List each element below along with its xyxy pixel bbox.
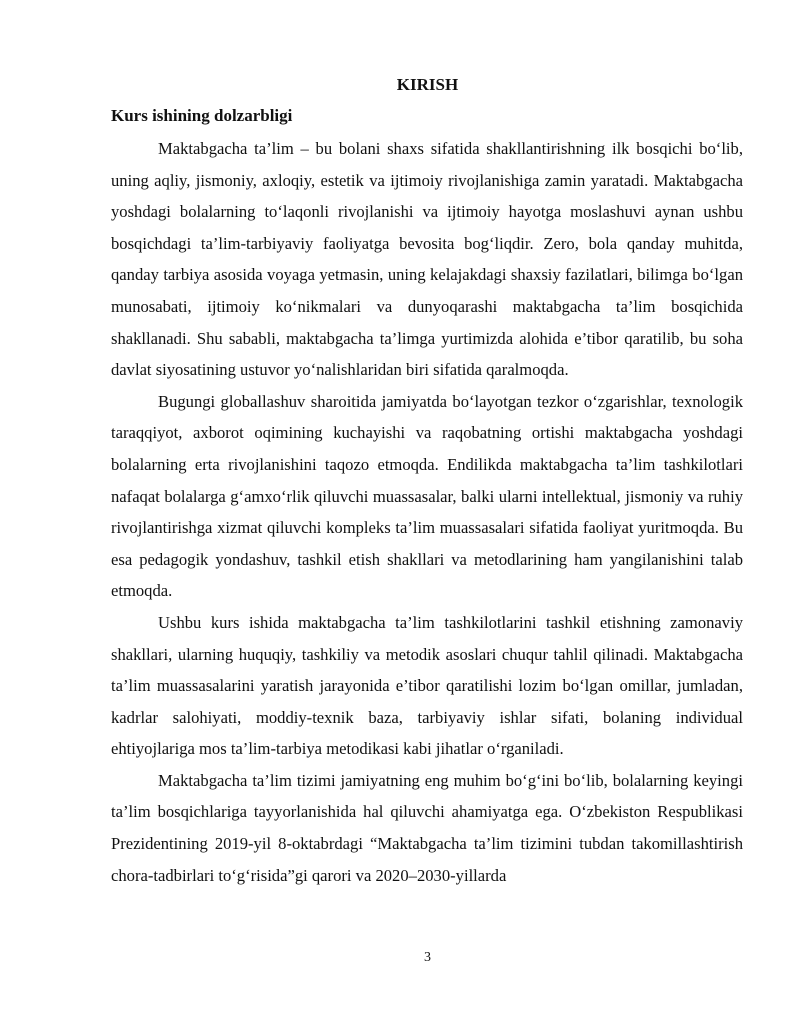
body-text	[111, 133, 743, 891]
paragraph: Maktabgacha ta’lim tizimi jamiyatning eng muhim bo‘g‘ini bo‘lib, bolalarning keyingi ta’lim bosqichlariga tayyorlanishida hal qiluvchi ahamiyatga ega. O‘zbekiston Respublikasi Prezidentining 2019-yil 8-oktabrdagi “Maktabgacha ta’lim tizimini tubdan takomillashtirish chora-tadbirlari to‘g‘risida”gi qarori va 2020–2030-yillarda	[111, 770, 743, 885]
paragraph: Maktabgacha ta’lim – bu bolani shaxs sifatida shakllantirishning ilk bosqichi bo‘lib, uning aqliy, jismoniy, axloqiy, estetik va ijtimoiy rivojlanishiga zamin yaratadi. Maktabgacha yoshdagi bolalarning to‘laqonli rivojlanishi va ijtimoiy hayotga moslashuvi aynan ushbu bosqichdagi ta’lim-tarbiyaviy faoliyatga bevosita bog‘liqdir. Zero, bola qanday muhitda, qanday tarbiya asosida voyaga yetmasin, uning kelajakdagi shaxsiy fazilatlari, bilimga bo‘lgan munosabati, ijtimoiy ko‘nikmalari va dunyoqarashi maktabgacha ta’lim bosqichida shakllanadi. Shu sababli, maktabgacha ta’limga yurtimizda alohida e’tibor qaratilib, bu soha davlat siyosatining ustuvor yo‘nalishlaridan biri sifatida qaralmoqda.	[111, 139, 743, 380]
page-title: KIRISH	[396, 75, 459, 94]
paragraph: Ushbu kurs ishida maktabgacha ta’lim tashkilotlarini tashkil etishning zamonaviy shakllari, ularning huquqiy, tashkiliy va metodik asoslari chuqur tahlil qilinadi. Maktabgacha ta’lim muassasalarini yaratish jarayonida e’tibor qaratilishi lozim bo‘lgan omillar, jumladan, kadrlar salohiyati, moddiy-texnik baza, tarbiyaviy ishlar sifati, bolaning individual ehtiyojlariga mos ta’lim-tarbiya metodikasi kabi jihatlar o‘rganiladi.	[111, 612, 743, 759]
paragraph: Bugungi globallashuv sharoitida jamiyatda bo‘layotgan tezkor o‘zgarishlar, texnologik taraqqiyot, axborot oqimining kuchayishi va raqobatning ortishi maktabgacha yoshdagi bolalarning erta rivojlanishini taqozo etmoqda. Endilikda maktabgacha ta’lim tashkilotlari nafaqat bolalarga g‘amxo‘rlik qiluvchi muassasalar, balki ularni intellektual, jismoniy va ruhiy rivojlantirishga xizmat qiluvchi kompleks ta’lim muassasalari sifatida faoliyat yuritmoqda. Bu esa pedagogik yondashuv, tashkil etish shakllari va metodlarining ham yangilanishini talab etmoqda.	[111, 391, 743, 601]
section-heading: Kurs ishining dolzarbligi	[111, 106, 293, 125]
page-number: 3	[424, 950, 431, 965]
